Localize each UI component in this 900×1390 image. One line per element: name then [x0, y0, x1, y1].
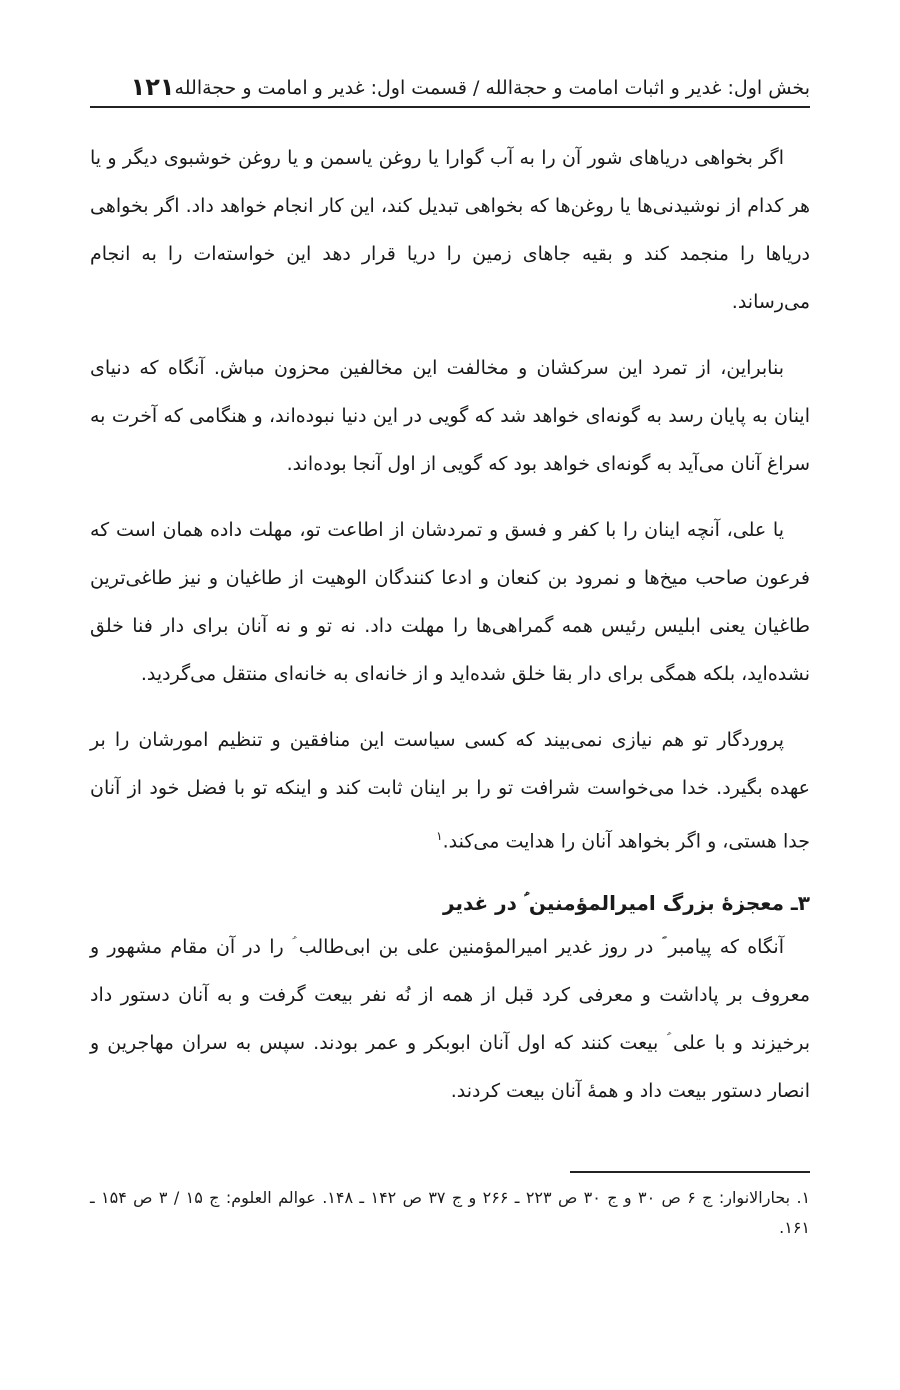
footnote-area	[90, 1133, 810, 1243]
footnote-divider	[570, 1171, 810, 1173]
footnote-text: ۱. بحارالانوار: ج ۶ ص ۳۰ و ج ۳۰ ص ۲۲۳ ـ ۲۶۶ و ج ۳۷ ص ۱۴۲ ـ ۱۴۸. عوالم العلوم: ج ۱۵ / ۳ ص ۱۵۴ ـ ۱۶۱.	[90, 1188, 811, 1238]
book-page	[90, 60, 810, 1360]
paragraph-1: اگر بخواهی دریاهای شور آن را به آب گوارا یا روغن یاسمن و یا روغن خوشبوی دیگر و یا هر کدام از نوشیدنی‌ها یا روغن‌ها که بخواهی تبدیل کند، این کار انجام خواهد داد. اگر بخواهی دریاها را منجمد کند و بقیه جاهای زمین را دریا قرار دهد این خواسته‌ات را به انجام می‌رساند.	[90, 147, 810, 313]
running-header	[90, 60, 810, 108]
section-paragraph: آنگاه که پیامبر ؐ در روز غدیر امیرالمؤمنین علی بن ابی‌طالب ؑ را در آن مقام مشهور و معروف بر پاداشت و معرفی کرد قبل از همه از نُه نفر بیعت گرفت و به آنان دستور داد برخیزند و با علی ؑ بیعت کنند که اول آنان ابوبکر و عمر بودند. سپس به سران مهاجرین و انصار دستور بیعت داد و همهٔ آنان بیعت کردند.	[90, 936, 810, 1103]
paragraph-3: یا علی، آنچه اینان را با کفر و فسق و تمردشان از اطاعت تو، مهلت داده همان است که فرعون صاحب میخ‌ها و نمرود بن کنعان و ادعا کنندگان الوهیت از طاغیان و نیز طاغی‌ترین طاغیان یعنی ابلیس رئیس همه گمراهی‌ها را مهلت داد. نه تو و نه آنان برای دار فنا خلق نشده‌اید، بلکه همگی برای دار بقا خلق شده‌اید و از خانه‌ای به خانه‌ای منتقل می‌گردید.	[90, 519, 810, 685]
section-heading: ۳ـ معجزهٔ بزرگ امیرالمؤمنین ؑ در غدیر	[443, 891, 810, 916]
footnote-rule-wrap	[90, 1133, 810, 1173]
page-number: ۱۲۱	[130, 73, 175, 101]
paragraph-2: بنابراین، از تمرد این سرکشان و مخالفت این مخالفین محزون مباش. آنگاه که دنیای اینان به پایان رسد به گونه‌ای خواهد شد که گویی در این دنیا نبوده‌اند، و هنگامی که آخرت به سراغ آنان می‌آید به گونه‌ای خواهد بود که گویی از اول آنجا بوده‌اند.	[90, 357, 810, 475]
paragraph-4-text: پروردگار تو هم نیازی نمی‌بیند که کسی سیاست این منافقین و تنظیم امورشان را بر عهده بگیرد. خدا می‌خواست شرافت تو را بر اینان ثابت کند و اینکه تو با فضل خود از آنان جدا هستی، و اگر بخواهد آنان را هدایت می‌کند.	[90, 729, 810, 853]
footnote-marker[interactable]: ۱	[436, 829, 443, 843]
running-title: بخش اول: غدیر و اثبات امامت و حجةالله / قسمت اول: غدیر و امامت و حجةالله	[174, 77, 810, 99]
body-text	[90, 134, 810, 1115]
paragraph-4	[90, 716, 810, 865]
